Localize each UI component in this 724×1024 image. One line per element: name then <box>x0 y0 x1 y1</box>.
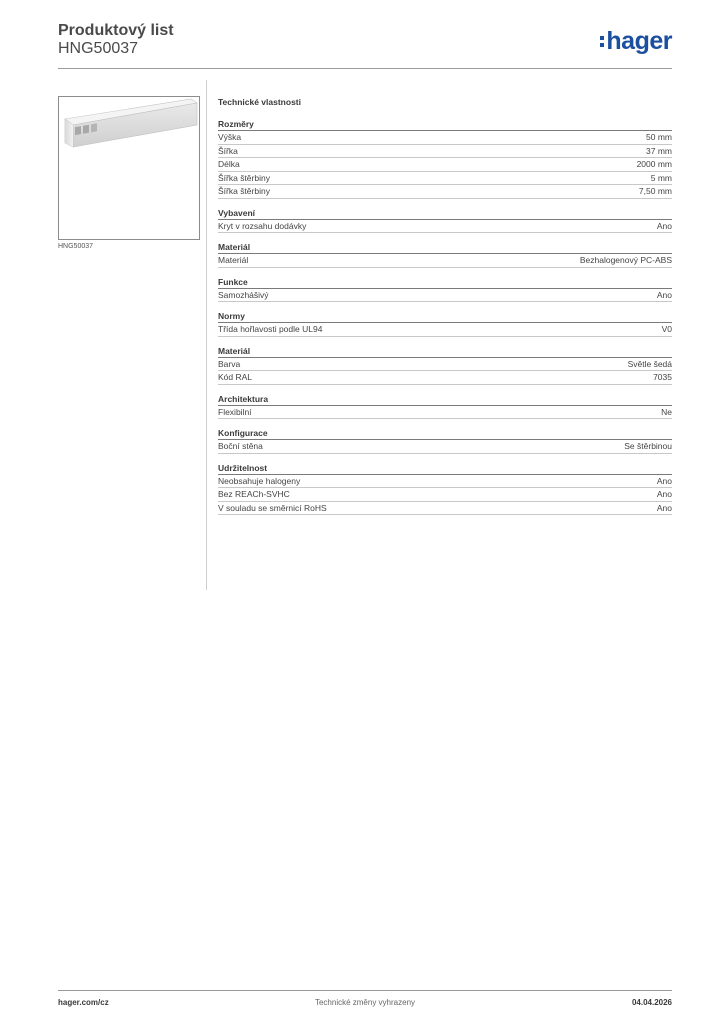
property-label: Boční stěna <box>218 441 263 451</box>
property-value: 50 mm <box>646 132 672 142</box>
property-value: Se štěrbinou <box>624 441 672 451</box>
property-label: Třída hořlavosti podle UL94 <box>218 324 323 334</box>
property-group <box>218 207 672 234</box>
property-group <box>218 427 672 454</box>
property-label: Barva <box>218 358 241 369</box>
property-label: Šířka štěrbiny <box>218 172 270 183</box>
property-value: V0 <box>661 324 672 334</box>
property-value: 7035 <box>653 372 672 382</box>
property-value: Ano <box>656 220 672 231</box>
image-caption: HNG50037 <box>58 243 94 250</box>
group-title: Normy <box>218 310 672 323</box>
group-title: Vybavení <box>218 207 672 220</box>
column-divider <box>206 80 207 590</box>
property-label: V souladu se směrnicí RoHS <box>218 502 327 513</box>
property-group <box>218 310 672 337</box>
property-group <box>218 241 672 268</box>
group-title: Funkce <box>218 276 672 289</box>
technical-properties <box>218 94 672 515</box>
property-group <box>218 393 672 420</box>
document-title: Produktový list <box>58 22 174 39</box>
property-row <box>218 131 672 145</box>
property-value: Světle šedá <box>627 358 672 369</box>
cable-trunking-icon <box>59 97 199 239</box>
property-label: Délka <box>218 159 240 169</box>
property-label: Bez REACh-SVHC <box>218 489 290 499</box>
group-title: Architektura <box>218 393 672 406</box>
property-value: 2000 mm <box>636 159 672 169</box>
property-group <box>218 118 672 199</box>
property-value: Ano <box>656 289 672 300</box>
footer-disclaimer: Technické změny vyhrazeny <box>314 998 416 1007</box>
property-row <box>218 358 672 372</box>
section-title: Technické vlastnosti <box>218 97 301 107</box>
property-row <box>218 220 672 234</box>
property-value: Bezhalogenový PC-ABS <box>579 255 672 265</box>
product-code: HNG50037 <box>58 40 139 57</box>
property-group <box>218 276 672 303</box>
property-value: 7,50 mm <box>638 186 672 196</box>
page-footer <box>58 998 672 1010</box>
property-row <box>218 406 672 420</box>
logo-text: hager <box>606 27 672 55</box>
property-row <box>218 172 672 186</box>
footer-date: 04.04.2026 <box>631 998 672 1007</box>
page-header <box>58 22 672 68</box>
property-value: 37 mm <box>646 145 672 156</box>
property-row <box>218 289 672 303</box>
property-group <box>218 345 672 385</box>
property-label: Materiál <box>218 255 249 265</box>
property-label: Flexibilní <box>218 406 252 417</box>
footer-divider <box>58 990 672 991</box>
property-row <box>218 185 672 199</box>
property-value: 5 mm <box>650 172 672 183</box>
property-groups <box>218 118 672 515</box>
property-row <box>218 475 672 489</box>
group-title: Rozměry <box>218 118 672 131</box>
property-label: Samozhášivý <box>218 289 269 300</box>
property-label: Kryt v rozsahu dodávky <box>218 220 307 231</box>
header-divider <box>58 68 672 69</box>
property-label: Neobsahuje halogeny <box>218 475 301 486</box>
group-title: Materiál <box>218 345 672 358</box>
property-value: Ano <box>656 489 672 499</box>
property-value: Ne <box>661 406 672 417</box>
property-label: Kód RAL <box>218 372 253 382</box>
property-row <box>218 371 672 385</box>
property-label: Šířka <box>218 145 238 156</box>
footer-website: hager.com/cz <box>58 998 109 1007</box>
property-row <box>218 488 672 502</box>
property-label: Výška <box>218 132 242 142</box>
property-row <box>218 502 672 516</box>
property-value: Ano <box>656 475 672 486</box>
property-value: Ano <box>656 502 672 513</box>
group-title: Materiál <box>218 241 672 254</box>
property-label: Šířka štěrbiny <box>218 186 270 196</box>
group-title: Udržitelnost <box>218 462 672 475</box>
property-row <box>218 440 672 454</box>
property-row <box>218 145 672 159</box>
property-group <box>218 462 672 516</box>
group-title: Konfigurace <box>218 427 672 440</box>
product-image <box>58 96 200 240</box>
hager-logo <box>600 28 672 54</box>
property-row <box>218 158 672 172</box>
property-row <box>218 323 672 337</box>
property-row <box>218 254 672 268</box>
logo-dots-icon <box>600 36 604 47</box>
